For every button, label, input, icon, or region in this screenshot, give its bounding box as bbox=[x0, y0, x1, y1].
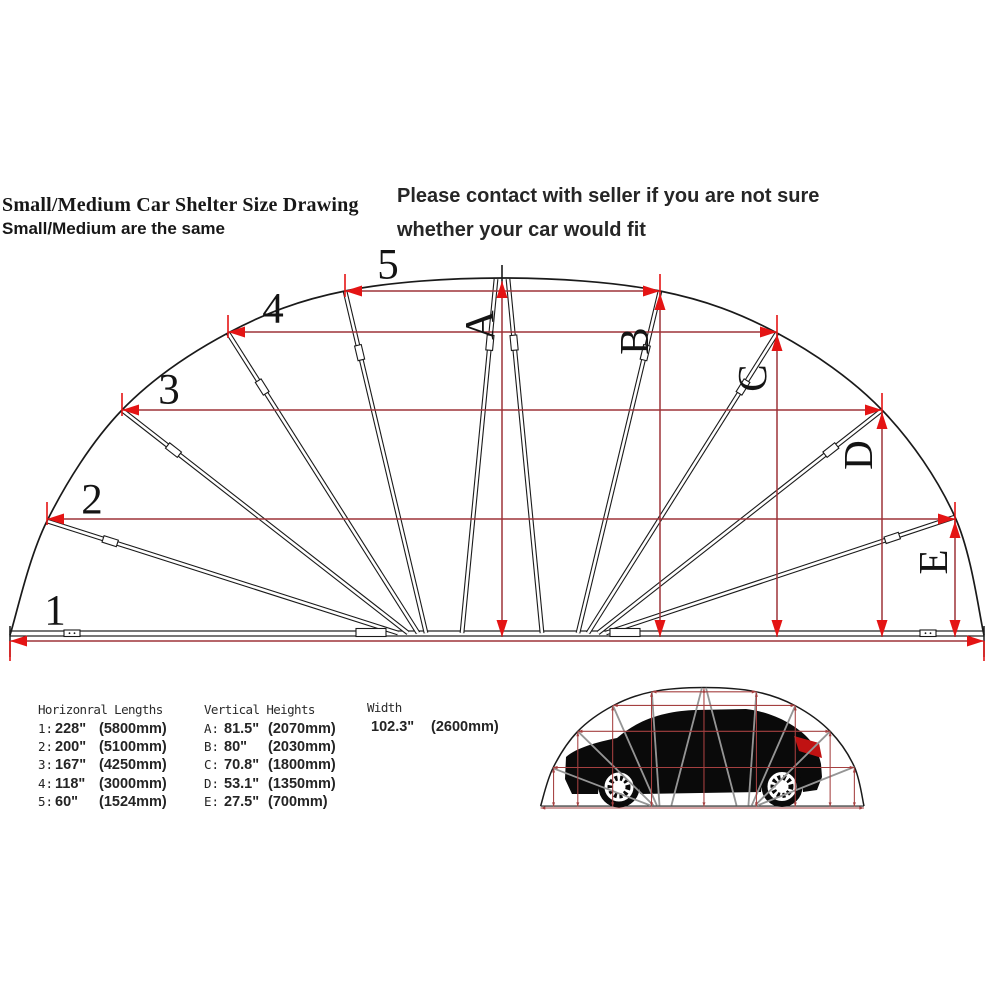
table-row bbox=[204, 739, 336, 757]
big-diagram bbox=[10, 242, 984, 662]
row-mm: (2070mm) bbox=[268, 721, 336, 737]
table-row bbox=[38, 721, 167, 739]
row-inches: 53.1" bbox=[224, 775, 260, 792]
row-mm: (5800mm) bbox=[99, 721, 167, 737]
height-label-D: D bbox=[835, 440, 881, 470]
row-key: 2: bbox=[38, 739, 54, 755]
row-mm: (3000mm) bbox=[99, 775, 167, 792]
row-inches: 81.5" bbox=[224, 721, 260, 737]
row-mm: (4250mm) bbox=[99, 757, 167, 774]
page-title: Small/Medium Car Shelter Size Drawing bbox=[2, 194, 359, 216]
rib-joint bbox=[165, 443, 181, 458]
rib-joint bbox=[510, 335, 518, 351]
table-row bbox=[38, 776, 167, 794]
base-joint bbox=[920, 630, 936, 637]
row-mm: (5100mm) bbox=[99, 739, 167, 756]
height-label-E: E bbox=[910, 549, 956, 575]
page-subtitle: Small/Medium are the same bbox=[2, 219, 225, 238]
base-bar bbox=[10, 631, 984, 636]
row-key: E: bbox=[204, 793, 220, 809]
table-row bbox=[38, 739, 167, 757]
rib-joint bbox=[255, 379, 269, 395]
height-label-C: C bbox=[729, 364, 775, 392]
row-key: C: bbox=[204, 757, 220, 773]
row-mm: (700mm) bbox=[268, 793, 328, 810]
vertical-heights-table bbox=[204, 702, 336, 812]
row-mm: (1800mm) bbox=[268, 757, 336, 774]
row-inches: 167" bbox=[55, 757, 87, 774]
row-mm: (1524mm) bbox=[99, 793, 167, 810]
row-mm: (2030mm) bbox=[268, 739, 336, 756]
rib-joint bbox=[102, 536, 118, 547]
table-header: Vertical Heights bbox=[204, 702, 315, 717]
row-key: D: bbox=[204, 775, 220, 791]
seller-note-line-1: Please contact with seller if you are not sure bbox=[397, 185, 820, 207]
car-wheel bbox=[602, 770, 637, 805]
row-inches: 118" bbox=[55, 775, 86, 792]
length-label-5: 5 bbox=[377, 241, 399, 289]
row-inches: 102.3" bbox=[371, 719, 415, 735]
table-row bbox=[38, 757, 167, 775]
table-header: Width bbox=[367, 700, 402, 715]
base-joint bbox=[64, 630, 80, 637]
hub-plate bbox=[610, 629, 640, 637]
rib-joint bbox=[355, 344, 365, 360]
table-row bbox=[204, 776, 336, 794]
row-key: 1: bbox=[38, 721, 54, 736]
row-inches: 60" bbox=[55, 793, 79, 810]
row-mm: (1350mm) bbox=[268, 775, 336, 792]
row-key: 4: bbox=[38, 775, 54, 791]
row-key: B: bbox=[204, 739, 220, 755]
row-inches: 80" bbox=[224, 739, 248, 756]
row-key: 5: bbox=[38, 793, 54, 809]
row-inches: 27.5" bbox=[224, 793, 260, 810]
row-key: 3: bbox=[38, 757, 54, 773]
horizontal-lengths-table bbox=[38, 702, 167, 812]
hub-plate bbox=[356, 629, 386, 637]
table-header: Horizonral Lengths bbox=[38, 702, 163, 717]
height-label-B: B bbox=[611, 327, 657, 355]
table-row bbox=[38, 794, 167, 812]
width-table bbox=[367, 700, 499, 737]
row-inches: 70.8" bbox=[224, 757, 260, 774]
row-key: A: bbox=[204, 721, 220, 736]
table-row bbox=[204, 794, 336, 812]
mini-shelter-preview bbox=[541, 687, 864, 809]
length-label-4: 4 bbox=[262, 285, 284, 333]
row-inches: 200" bbox=[55, 739, 87, 756]
length-label-1: 1 bbox=[44, 587, 66, 635]
table-row bbox=[367, 719, 499, 737]
table-row bbox=[204, 757, 336, 775]
seller-note-line-2: whether your car would fit bbox=[397, 219, 646, 241]
row-inches: 228" bbox=[55, 721, 87, 737]
table-row bbox=[204, 721, 336, 739]
car-wheel bbox=[765, 769, 800, 804]
rib-joint bbox=[884, 532, 900, 543]
height-label-A: A bbox=[456, 310, 502, 340]
length-label-2: 2 bbox=[81, 476, 103, 524]
length-label-3: 3 bbox=[158, 366, 180, 414]
row-mm: (2600mm) bbox=[431, 719, 499, 735]
